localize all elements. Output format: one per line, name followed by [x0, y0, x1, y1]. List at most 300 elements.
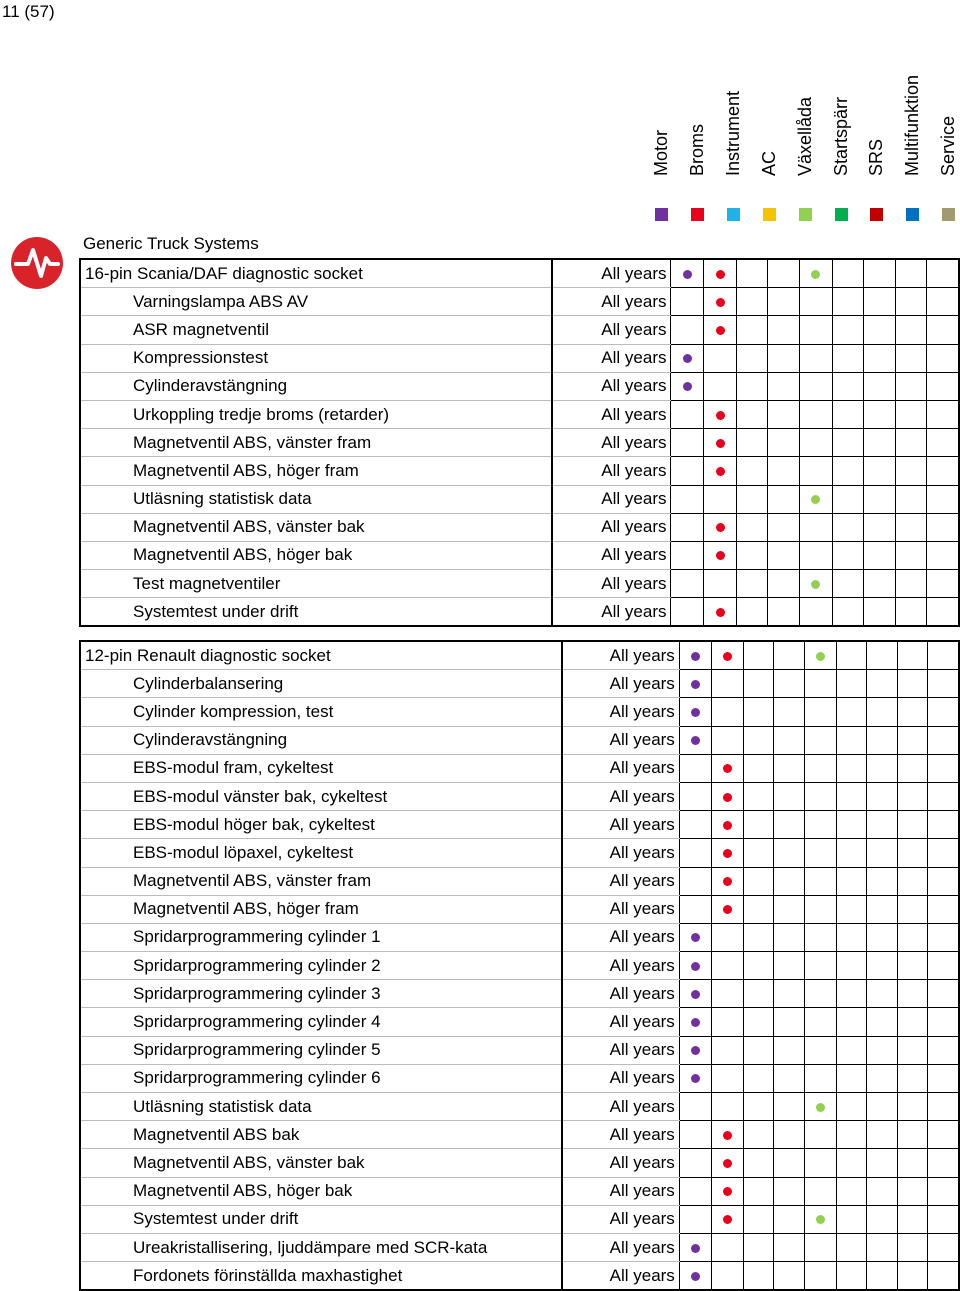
mark-cell: [768, 429, 800, 457]
section-table-1: [79, 258, 960, 627]
mark-cell: [671, 344, 704, 372]
mark-cell: [800, 429, 833, 457]
mark-cell: [895, 372, 927, 400]
mark-cell: [800, 400, 833, 428]
mark-cell: [774, 641, 805, 670]
mark-cell: [864, 429, 896, 457]
mark-cell: [679, 670, 711, 698]
mark-dot-icon: [716, 551, 725, 560]
mark-cell: [774, 726, 805, 754]
mark-cell: [768, 570, 800, 598]
table-row: [80, 1205, 959, 1233]
mark-cell: [671, 429, 704, 457]
row-years: All years: [562, 1093, 679, 1121]
mark-cell: [768, 316, 800, 344]
mark-cell: [671, 259, 704, 288]
mark-cell: [679, 1262, 711, 1291]
mark-dot-icon: [723, 905, 732, 914]
mark-cell: [897, 923, 928, 951]
mark-dot-icon: [691, 1074, 700, 1083]
mark-dot-icon: [716, 411, 725, 420]
mark-dot-icon: [691, 1018, 700, 1027]
row-years: All years: [552, 513, 671, 541]
mark-cell: [736, 429, 768, 457]
row-name: Systemtest under drift: [80, 1205, 562, 1233]
mark-cell: [704, 541, 737, 569]
mark-cell: [704, 288, 737, 316]
row-name: 16-pin Scania/DAF diagnostic socket: [80, 259, 552, 288]
mark-cell: [704, 259, 737, 288]
mark-cell: [832, 259, 864, 288]
mark-cell: [743, 923, 774, 951]
table-row: [80, 541, 959, 569]
mark-cell: [704, 457, 737, 485]
mark-cell: [774, 1008, 805, 1036]
mark-cell: [928, 726, 959, 754]
mark-cell: [704, 429, 737, 457]
mark-dot-icon: [816, 1215, 825, 1224]
mark-cell: [679, 839, 711, 867]
row-years: All years: [552, 598, 671, 627]
mark-cell: [836, 1121, 867, 1149]
mark-cell: [743, 1205, 774, 1233]
row-name: Spridarprogrammering cylinder 4: [80, 1008, 562, 1036]
mark-cell: [800, 513, 833, 541]
mark-dot-icon: [811, 580, 820, 589]
row-years: All years: [562, 1233, 679, 1261]
table-row: [80, 952, 959, 980]
mark-dot-icon: [723, 821, 732, 830]
mark-cell: [679, 1008, 711, 1036]
table-row: [80, 457, 959, 485]
mark-dot-icon: [723, 793, 732, 802]
mark-cell: [927, 541, 959, 569]
mark-cell: [704, 513, 737, 541]
mark-cell: [867, 754, 898, 782]
mark-cell: [836, 1177, 867, 1205]
table-row: [80, 1262, 959, 1291]
mark-cell: [800, 598, 833, 627]
mark-cell: [736, 372, 768, 400]
mark-dot-icon: [691, 933, 700, 942]
mark-cell: [679, 895, 711, 923]
mark-cell: [928, 641, 959, 670]
mark-cell: [836, 1149, 867, 1177]
mark-cell: [832, 457, 864, 485]
column-label: Instrument: [722, 90, 743, 176]
mark-cell: [711, 811, 743, 839]
mark-cell: [743, 670, 774, 698]
mark-dot-icon: [716, 523, 725, 532]
table-row: [80, 316, 959, 344]
mark-cell: [743, 811, 774, 839]
mark-cell: [897, 895, 928, 923]
mark-cell: [679, 754, 711, 782]
mark-cell: [897, 641, 928, 670]
mark-cell: [867, 641, 898, 670]
mark-cell: [897, 1205, 928, 1233]
mark-cell: [804, 895, 836, 923]
mark-cell: [927, 259, 959, 288]
mark-dot-icon: [716, 467, 725, 476]
mark-cell: [774, 1064, 805, 1092]
mark-cell: [711, 670, 743, 698]
mark-cell: [774, 867, 805, 895]
mark-cell: [736, 344, 768, 372]
mark-cell: [743, 867, 774, 895]
mark-cell: [836, 782, 867, 810]
column-color-square: [799, 208, 812, 221]
mark-cell: [679, 1036, 711, 1064]
mark-cell: [895, 288, 927, 316]
mark-cell: [895, 457, 927, 485]
mark-cell: [800, 316, 833, 344]
row-name: Ureakristallisering, ljuddämpare med SCR-kata: [80, 1233, 562, 1261]
table-row: [80, 1177, 959, 1205]
mark-dot-icon: [691, 736, 700, 745]
mark-cell: [927, 513, 959, 541]
mark-dot-icon: [691, 1272, 700, 1281]
mark-cell: [864, 372, 896, 400]
mark-cell: [867, 698, 898, 726]
mark-cell: [867, 1262, 898, 1291]
mark-cell: [928, 1008, 959, 1036]
row-years: All years: [552, 485, 671, 513]
mark-cell: [736, 541, 768, 569]
mark-cell: [927, 316, 959, 344]
mark-cell: [928, 980, 959, 1008]
mark-cell: [743, 641, 774, 670]
mark-cell: [836, 641, 867, 670]
mark-cell: [897, 698, 928, 726]
row-name: Magnetventil ABS, vänster bak: [80, 1149, 562, 1177]
mark-dot-icon: [716, 270, 725, 279]
mark-cell: [928, 1093, 959, 1121]
mark-dot-icon: [691, 1244, 700, 1253]
mark-cell: [743, 698, 774, 726]
mark-cell: [864, 457, 896, 485]
mark-cell: [928, 698, 959, 726]
mark-cell: [736, 400, 768, 428]
row-name: Magnetventil ABS, vänster fram: [80, 867, 562, 895]
mark-cell: [836, 811, 867, 839]
mark-cell: [671, 598, 704, 627]
table-row: [80, 754, 959, 782]
mark-dot-icon: [723, 1159, 732, 1168]
mark-cell: [679, 1093, 711, 1121]
mark-cell: [897, 726, 928, 754]
mark-cell: [774, 782, 805, 810]
mark-cell: [832, 372, 864, 400]
row-years: All years: [562, 1149, 679, 1177]
mark-cell: [804, 782, 836, 810]
mark-cell: [832, 400, 864, 428]
mark-cell: [704, 344, 737, 372]
mark-cell: [836, 923, 867, 951]
mark-cell: [679, 1121, 711, 1149]
mark-cell: [711, 641, 743, 670]
mark-cell: [679, 980, 711, 1008]
column-label: AC: [758, 150, 779, 176]
mark-cell: [768, 513, 800, 541]
mark-cell: [895, 429, 927, 457]
column-color-square: [763, 208, 776, 221]
row-years: All years: [562, 698, 679, 726]
mark-cell: [864, 485, 896, 513]
mark-cell: [832, 344, 864, 372]
row-name: Cylinder kompression, test: [80, 698, 562, 726]
mark-cell: [867, 895, 898, 923]
row-years: All years: [562, 1262, 679, 1291]
row-name: Spridarprogrammering cylinder 1: [80, 923, 562, 951]
mark-cell: [679, 782, 711, 810]
mark-cell: [867, 726, 898, 754]
mark-dot-icon: [691, 1046, 700, 1055]
mark-cell: [867, 1036, 898, 1064]
row-name: Fordonets förinställda maxhastighet: [80, 1262, 562, 1291]
mark-dot-icon: [723, 849, 732, 858]
mark-cell: [804, 1149, 836, 1177]
mark-cell: [679, 867, 711, 895]
table-row: [80, 485, 959, 513]
mark-cell: [804, 811, 836, 839]
row-name: Utläsning statistisk data: [80, 1093, 562, 1121]
mark-cell: [836, 895, 867, 923]
mark-cell: [867, 1008, 898, 1036]
mark-cell: [768, 457, 800, 485]
row-years: All years: [552, 344, 671, 372]
mark-cell: [679, 698, 711, 726]
mark-cell: [671, 316, 704, 344]
mark-cell: [895, 259, 927, 288]
mark-cell: [927, 429, 959, 457]
mark-cell: [928, 754, 959, 782]
row-name: Cylinderavstängning: [80, 726, 562, 754]
mark-dot-icon: [723, 652, 732, 661]
mark-cell: [711, 1177, 743, 1205]
mark-cell: [736, 457, 768, 485]
mark-dot-icon: [816, 652, 825, 661]
mark-cell: [774, 923, 805, 951]
mark-cell: [897, 952, 928, 980]
mark-cell: [928, 839, 959, 867]
mark-cell: [743, 980, 774, 1008]
row-years: All years: [552, 570, 671, 598]
mark-cell: [897, 670, 928, 698]
mark-dot-icon: [723, 764, 732, 773]
mark-cell: [711, 782, 743, 810]
mark-cell: [927, 598, 959, 627]
mark-cell: [774, 1205, 805, 1233]
mark-cell: [895, 598, 927, 627]
table-row: [80, 641, 959, 670]
column-label: Multifunktion: [902, 74, 923, 176]
mark-cell: [736, 570, 768, 598]
mark-cell: [927, 288, 959, 316]
mark-cell: [897, 782, 928, 810]
mark-cell: [743, 1036, 774, 1064]
mark-cell: [895, 316, 927, 344]
mark-cell: [928, 1177, 959, 1205]
mark-cell: [804, 923, 836, 951]
table-row: [80, 1121, 959, 1149]
column-header: [753, 0, 787, 225]
column-color-square: [727, 208, 740, 221]
mark-cell: [800, 372, 833, 400]
mark-cell: [743, 782, 774, 810]
row-name: 12-pin Renault diagnostic socket: [80, 641, 562, 670]
mark-cell: [800, 259, 833, 288]
mark-cell: [711, 754, 743, 782]
mark-cell: [679, 1064, 711, 1092]
table-row: [80, 513, 959, 541]
table-row: [80, 1233, 959, 1261]
column-label: Motor: [651, 129, 671, 176]
mark-cell: [804, 1233, 836, 1261]
mark-cell: [897, 1036, 928, 1064]
column-header: [825, 0, 859, 225]
brand-logo-icon: [8, 236, 66, 290]
mark-cell: [774, 670, 805, 698]
mark-cell: [897, 1093, 928, 1121]
row-name: Spridarprogrammering cylinder 6: [80, 1064, 562, 1092]
table-row: [80, 980, 959, 1008]
mark-cell: [864, 344, 896, 372]
mark-cell: [774, 1036, 805, 1064]
mark-cell: [895, 485, 927, 513]
mark-cell: [711, 698, 743, 726]
mark-cell: [704, 372, 737, 400]
mark-dot-icon: [723, 1131, 732, 1140]
column-color-square: [906, 208, 919, 221]
mark-dot-icon: [691, 680, 700, 689]
column-color-square: [835, 208, 848, 221]
column-header: [932, 0, 960, 225]
mark-cell: [768, 372, 800, 400]
row-years: All years: [552, 316, 671, 344]
mark-cell: [671, 372, 704, 400]
table-row: [80, 1149, 959, 1177]
mark-cell: [671, 513, 704, 541]
mark-cell: [928, 811, 959, 839]
mark-cell: [804, 670, 836, 698]
table-row: [80, 895, 959, 923]
mark-dot-icon: [691, 708, 700, 717]
mark-cell: [897, 980, 928, 1008]
mark-cell: [867, 1121, 898, 1149]
table-row: [80, 1093, 959, 1121]
mark-cell: [743, 839, 774, 867]
mark-cell: [774, 811, 805, 839]
mark-cell: [867, 1177, 898, 1205]
mark-dot-icon: [811, 495, 820, 504]
row-years: All years: [562, 1036, 679, 1064]
mark-cell: [804, 726, 836, 754]
row-years: All years: [562, 1177, 679, 1205]
mark-cell: [928, 895, 959, 923]
mark-cell: [836, 839, 867, 867]
mark-cell: [804, 1064, 836, 1092]
row-name: Magnetventil ABS, höger bak: [80, 541, 552, 569]
mark-cell: [897, 811, 928, 839]
mark-cell: [836, 754, 867, 782]
mark-cell: [867, 1149, 898, 1177]
mark-cell: [928, 1064, 959, 1092]
mark-cell: [928, 1121, 959, 1149]
mark-cell: [864, 400, 896, 428]
mark-cell: [736, 259, 768, 288]
mark-cell: [867, 782, 898, 810]
mark-cell: [736, 316, 768, 344]
table-row: [80, 839, 959, 867]
mark-cell: [671, 485, 704, 513]
mark-cell: [928, 867, 959, 895]
row-years: All years: [562, 670, 679, 698]
mark-cell: [711, 867, 743, 895]
mark-cell: [679, 641, 711, 670]
mark-cell: [864, 570, 896, 598]
mark-cell: [897, 867, 928, 895]
mark-cell: [743, 1008, 774, 1036]
mark-cell: [867, 1064, 898, 1092]
table-row: [80, 867, 959, 895]
mark-cell: [927, 485, 959, 513]
column-color-square: [942, 208, 955, 221]
mark-cell: [679, 1149, 711, 1177]
table-row: [80, 344, 959, 372]
mark-cell: [711, 895, 743, 923]
table-row: [80, 570, 959, 598]
row-name: Systemtest under drift: [80, 598, 552, 627]
column-color-square: [870, 208, 883, 221]
column-header: [789, 0, 823, 225]
mark-cell: [867, 839, 898, 867]
row-name: EBS-modul höger bak, cykeltest: [80, 811, 562, 839]
mark-cell: [928, 1262, 959, 1291]
row-years: All years: [552, 259, 671, 288]
mark-cell: [928, 1205, 959, 1233]
mark-cell: [804, 867, 836, 895]
mark-cell: [711, 1036, 743, 1064]
mark-cell: [679, 1177, 711, 1205]
column-label: Startspärr: [830, 96, 851, 176]
mark-dot-icon: [816, 1103, 825, 1112]
column-label: Växellåda: [794, 96, 815, 176]
table-row: [80, 1036, 959, 1064]
table-row: [80, 288, 959, 316]
mark-cell: [927, 457, 959, 485]
row-name: Kompressionstest: [80, 344, 552, 372]
mark-cell: [927, 344, 959, 372]
mark-cell: [804, 1177, 836, 1205]
mark-cell: [928, 1036, 959, 1064]
mark-cell: [836, 670, 867, 698]
row-name: EBS-modul löpaxel, cykeltest: [80, 839, 562, 867]
row-name: Urkoppling tredje broms (retarder): [80, 400, 552, 428]
mark-cell: [774, 952, 805, 980]
mark-cell: [897, 1177, 928, 1205]
row-name: Utläsning statistisk data: [80, 485, 552, 513]
mark-cell: [704, 316, 737, 344]
mark-cell: [895, 400, 927, 428]
mark-cell: [743, 895, 774, 923]
mark-cell: [832, 541, 864, 569]
mark-cell: [867, 1093, 898, 1121]
row-name: Magnetventil ABS, höger fram: [80, 457, 552, 485]
row-name: Varningslampa ABS AV: [80, 288, 552, 316]
row-years: All years: [562, 923, 679, 951]
row-name: Cylinderbalansering: [80, 670, 562, 698]
